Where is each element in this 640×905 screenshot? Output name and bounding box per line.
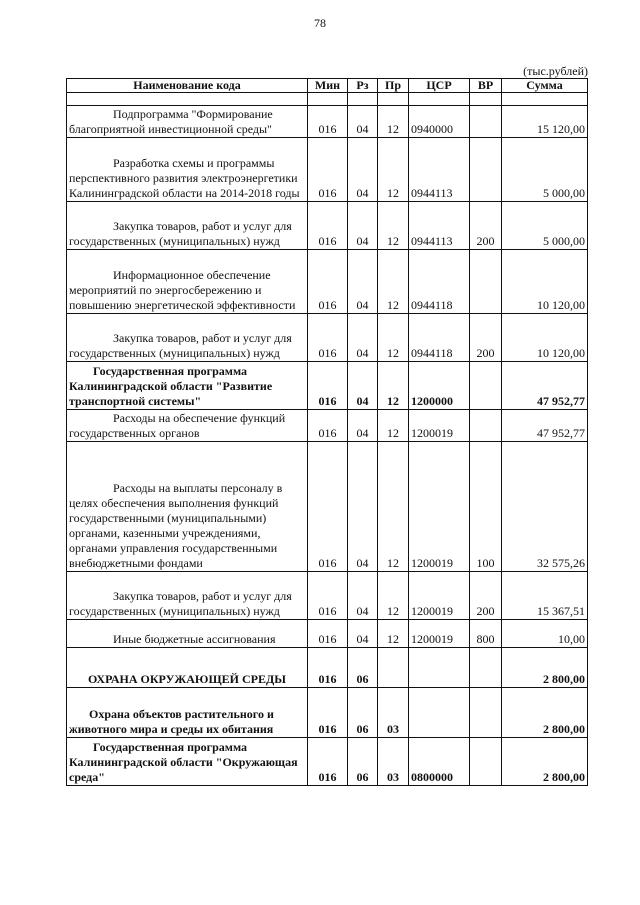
row-csr: 1200000: [409, 362, 470, 410]
row-csr: 1200019: [409, 442, 470, 572]
row-vr: 100: [470, 442, 502, 572]
row-rz: 04: [348, 362, 378, 410]
row-csr: [409, 648, 470, 688]
row-min: 016: [308, 648, 348, 688]
row-pr: 12: [378, 572, 409, 620]
row-csr: 0944113: [409, 138, 470, 202]
table-row: [67, 688, 588, 738]
row-vr: 200: [470, 202, 502, 250]
row-min: 016: [308, 410, 348, 442]
table-row: [67, 620, 588, 648]
table-row: [67, 250, 588, 314]
row-sum: 2 800,00: [502, 738, 588, 786]
row-vr: 200: [470, 314, 502, 362]
col-header-rz: Рз: [348, 79, 378, 93]
row-vr: [470, 362, 502, 410]
table-row: [67, 442, 588, 572]
row-csr: 1200019: [409, 410, 470, 442]
col-header-sum: Сумма: [502, 79, 588, 93]
row-vr: [470, 410, 502, 442]
row-rz: 06: [348, 738, 378, 786]
row-rz: 04: [348, 314, 378, 362]
row-sum: 15 367,51: [502, 572, 588, 620]
row-min: 016: [308, 138, 348, 202]
row-csr: 0944118: [409, 250, 470, 314]
row-pr: 03: [378, 738, 409, 786]
row-vr: 200: [470, 572, 502, 620]
row-min: 016: [308, 106, 348, 138]
row-csr: [409, 688, 470, 738]
row-csr: 0944118: [409, 314, 470, 362]
row-pr: 12: [378, 202, 409, 250]
row-rz: 06: [348, 648, 378, 688]
row-csr: 0800000: [409, 738, 470, 786]
row-pr: 12: [378, 442, 409, 572]
row-vr: [470, 138, 502, 202]
row-min: 016: [308, 620, 348, 648]
budget-table: [66, 78, 588, 786]
row-pr: 12: [378, 362, 409, 410]
row-sum: 2 800,00: [502, 688, 588, 738]
row-pr: 03: [378, 688, 409, 738]
table-row: [67, 106, 588, 138]
row-vr: 800: [470, 620, 502, 648]
row-name: Информационное обеспечение мероприятий по энергосбережению и повышению энергетической эффективности: [69, 268, 296, 312]
row-name: Расходы на выплаты персоналу в целях обеспечения выполнения функций государственными (муниципальными) органами, казенными учреждениями, органами управления государственными внебюджетными фондами: [69, 481, 283, 570]
row-pr: 12: [378, 106, 409, 138]
row-rz: 04: [348, 442, 378, 572]
row-sum: 47 952,77: [502, 362, 588, 410]
row-min: 016: [308, 688, 348, 738]
table-row: [67, 202, 588, 250]
col-header-vr: ВР: [470, 79, 502, 93]
row-rz: 04: [348, 572, 378, 620]
row-pr: 12: [378, 250, 409, 314]
row-min: 016: [308, 362, 348, 410]
row-name: Государственная программа Калининградской области "Окружающая среда": [69, 740, 298, 784]
table-row: [67, 362, 588, 410]
row-rz: 04: [348, 202, 378, 250]
row-vr: [470, 250, 502, 314]
table-row: [67, 314, 588, 362]
row-pr: [378, 648, 409, 688]
units-label: (тыс.рублей): [523, 64, 588, 78]
row-sum: 10,00: [502, 620, 588, 648]
row-name: Иные бюджетные ассигнования: [113, 632, 276, 646]
row-min: 016: [308, 250, 348, 314]
table-row: [67, 138, 588, 202]
row-name: ОХРАНА ОКРУЖАЮЩЕЙ СРЕДЫ: [67, 648, 308, 688]
row-vr: [470, 106, 502, 138]
header-row: [67, 79, 588, 93]
row-name: Закупка товаров, работ и услуг для государственных (муниципальных) нужд: [69, 331, 292, 360]
row-name: Закупка товаров, работ и услуг для государственных (муниципальных) нужд: [69, 589, 292, 618]
row-vr: [470, 738, 502, 786]
row-name: Расходы на обеспечение функций государственных органов: [69, 411, 286, 440]
row-pr: 12: [378, 620, 409, 648]
row-sum: 47 952,77: [502, 410, 588, 442]
row-csr: 0944113: [409, 202, 470, 250]
row-pr: 12: [378, 138, 409, 202]
row-name: Закупка товаров, работ и услуг для государственных (муниципальных) нужд: [69, 219, 292, 248]
row-name: Разработка схемы и программы перспективного развития электроэнергетики Калининградской области на 2014-2018 годы: [69, 156, 300, 200]
row-min: 016: [308, 442, 348, 572]
table-row: [67, 648, 588, 688]
col-header-csr: ЦСР: [409, 79, 470, 93]
row-rz: 04: [348, 250, 378, 314]
row-sum: 10 120,00: [502, 314, 588, 362]
row-rz: 04: [348, 138, 378, 202]
spacer-row: [67, 93, 588, 106]
row-sum: 10 120,00: [502, 250, 588, 314]
page-number: 78: [314, 16, 326, 30]
table-row: [67, 572, 588, 620]
row-min: 016: [308, 738, 348, 786]
row-csr: 1200019: [409, 620, 470, 648]
row-min: 016: [308, 572, 348, 620]
row-sum: 5 000,00: [502, 202, 588, 250]
row-sum: 15 120,00: [502, 106, 588, 138]
row-sum: 5 000,00: [502, 138, 588, 202]
col-header-pr: Пр: [378, 79, 409, 93]
row-name: Охрана объектов растительного и животного мира и среды их обитания: [69, 707, 274, 736]
row-csr: 0940000: [409, 106, 470, 138]
table-row: [67, 738, 588, 786]
row-name: Подпрограмма "Формирование благоприятной инвестиционной среды": [69, 107, 273, 136]
row-csr: 1200019: [409, 572, 470, 620]
row-min: 016: [308, 314, 348, 362]
row-sum: 32 575,26: [502, 442, 588, 572]
row-pr: 12: [378, 410, 409, 442]
row-sum: 2 800,00: [502, 648, 588, 688]
row-name: Государственная программа Калининградской области "Развитие транспортной системы": [69, 364, 273, 408]
row-vr: [470, 648, 502, 688]
table-row: [67, 410, 588, 442]
col-header-name: Наименование кода: [67, 79, 308, 93]
row-pr: 12: [378, 314, 409, 362]
row-min: 016: [308, 202, 348, 250]
row-rz: 04: [348, 106, 378, 138]
col-header-min: Мин: [308, 79, 348, 93]
row-rz: 04: [348, 410, 378, 442]
row-vr: [470, 688, 502, 738]
row-rz: 06: [348, 688, 378, 738]
row-rz: 04: [348, 620, 378, 648]
